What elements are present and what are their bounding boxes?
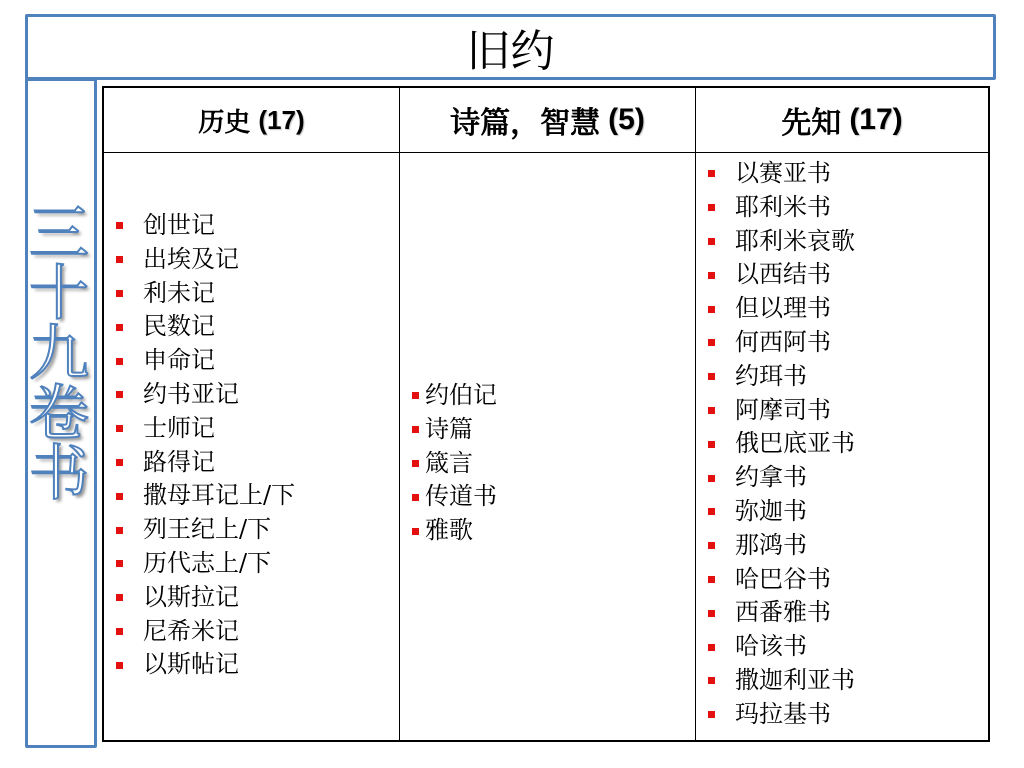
book-name: 出埃及记 <box>143 244 239 273</box>
bullet-icon <box>116 594 123 601</box>
bullet-icon <box>708 677 715 684</box>
book-list-item <box>412 480 497 514</box>
bullet-icon <box>708 170 715 177</box>
bullet-icon <box>116 358 123 365</box>
book-list-item <box>116 446 295 480</box>
bullet-icon <box>116 391 123 398</box>
page-title <box>25 14 996 80</box>
book-name: 创世记 <box>143 211 215 239</box>
book-name: 撒母耳记上/下 <box>143 481 296 510</box>
book-list-item <box>116 277 295 311</box>
book-name: 申命记 <box>143 346 215 375</box>
bullet-icon <box>708 272 715 279</box>
prophets-header-label: 先知 <box>781 106 842 141</box>
book-list-item <box>708 258 855 292</box>
column-header-prophets <box>696 88 988 153</box>
book-list-item <box>708 698 855 732</box>
prophets-book-list <box>708 157 855 732</box>
book-list-item <box>708 225 855 259</box>
poetry-header-label: 诗篇，智慧 <box>450 106 601 141</box>
book-name: 以赛亚书 <box>735 159 831 187</box>
bullet-icon <box>116 628 123 635</box>
book-list-item <box>708 563 855 597</box>
book-name: 传道书 <box>425 482 497 511</box>
book-name: 阿摩司书 <box>735 395 831 424</box>
book-name: 以斯拉记 <box>143 582 239 611</box>
book-name: 历代志上/下 <box>143 548 272 577</box>
book-list-item <box>708 630 855 664</box>
book-name: 以斯帖记 <box>143 650 239 679</box>
book-name: 列王纪上/下 <box>143 515 272 544</box>
bullet-icon <box>708 542 715 549</box>
book-list-item <box>116 513 295 547</box>
column-header-history <box>104 88 400 153</box>
book-list-item <box>116 243 295 277</box>
bullet-icon <box>116 560 123 567</box>
book-list-item <box>116 378 295 412</box>
book-list-item <box>116 615 295 649</box>
history-cell <box>104 153 400 740</box>
book-name: 弥迦书 <box>735 496 807 525</box>
books-table <box>102 86 990 742</box>
bullet-icon <box>116 256 123 263</box>
bullet-icon <box>708 711 715 718</box>
book-list-item <box>116 310 295 344</box>
bullet-icon <box>708 441 715 448</box>
bullet-icon <box>116 527 123 534</box>
bullet-icon <box>708 610 715 617</box>
book-list-item <box>116 547 295 581</box>
book-name: 但以理书 <box>735 294 831 323</box>
prophets-header-count: (17) <box>849 103 903 136</box>
bullet-icon <box>116 290 123 297</box>
bullet-icon <box>708 407 715 414</box>
book-list-item <box>708 157 855 191</box>
book-name: 约拿书 <box>735 463 807 492</box>
column-header-poetry <box>400 88 696 153</box>
prophets-cell <box>696 153 988 740</box>
book-name: 路得记 <box>143 447 215 476</box>
book-list-item <box>708 495 855 529</box>
book-name: 箴言 <box>425 448 473 477</box>
book-list-item <box>708 427 855 461</box>
bullet-icon <box>116 222 123 229</box>
bullet-icon <box>708 576 715 583</box>
side-label: 三十九卷书 <box>19 201 89 501</box>
bullet-icon <box>412 392 419 399</box>
book-name: 玛拉基书 <box>735 699 831 728</box>
bullet-icon <box>708 204 715 211</box>
bullet-icon <box>708 339 715 346</box>
book-name: 哈该书 <box>735 632 807 661</box>
book-name: 约伯记 <box>425 381 497 409</box>
bullet-icon <box>708 508 715 515</box>
book-list-item <box>708 326 855 360</box>
book-name: 俄巴底亚书 <box>735 429 855 458</box>
book-list-item <box>708 664 855 698</box>
book-name: 约珥书 <box>735 361 807 390</box>
history-header-label: 历史 <box>198 107 251 138</box>
poetry-header-count: (5) <box>608 103 645 136</box>
history-book-list <box>116 209 295 682</box>
book-list-item <box>708 292 855 326</box>
history-header-count: (17) <box>258 104 305 135</box>
bullet-icon <box>116 324 123 331</box>
book-list-item <box>412 447 497 481</box>
bullet-icon <box>412 460 419 467</box>
bullet-icon <box>116 662 123 669</box>
book-list-item <box>116 344 295 378</box>
book-list-item <box>708 529 855 563</box>
book-list-item <box>708 394 855 428</box>
book-name: 诗篇 <box>425 414 473 443</box>
bullet-icon <box>412 494 419 501</box>
book-name: 利未记 <box>143 278 215 307</box>
bullet-icon <box>116 493 123 500</box>
bullet-icon <box>708 475 715 482</box>
book-list-item <box>708 461 855 495</box>
poetry-book-list <box>412 379 497 548</box>
bullet-icon <box>412 528 419 535</box>
bullet-icon <box>708 238 715 245</box>
book-name: 西番雅书 <box>735 598 831 627</box>
book-list-item <box>708 360 855 394</box>
book-name: 以西结书 <box>735 260 831 289</box>
poetry-cell <box>400 153 696 740</box>
book-list-item <box>708 191 855 225</box>
book-name: 耶利米哀歌 <box>735 226 855 255</box>
book-name: 约书亚记 <box>143 379 239 408</box>
bullet-icon <box>116 459 123 466</box>
book-list-item <box>116 581 295 615</box>
bullet-icon <box>412 426 419 433</box>
book-name: 那鸿书 <box>735 530 807 559</box>
book-list-item <box>412 514 497 548</box>
book-list-item <box>116 412 295 446</box>
book-list-item <box>116 479 295 513</box>
book-list-item <box>708 596 855 630</box>
book-list-item <box>412 413 497 447</box>
book-name: 尼希米记 <box>143 616 239 645</box>
title-text: 旧约 <box>466 26 555 77</box>
book-list-item <box>116 209 295 243</box>
book-name: 撒迦利亚书 <box>735 665 855 694</box>
book-name: 民数记 <box>143 312 215 341</box>
book-list-item <box>116 648 295 682</box>
bullet-icon <box>708 373 715 380</box>
bullet-icon <box>708 306 715 313</box>
book-name: 何西阿书 <box>735 327 831 356</box>
book-list-item <box>412 379 497 413</box>
side-label-box <box>19 78 97 748</box>
book-name: 雅歌 <box>425 516 473 545</box>
book-name: 耶利米书 <box>735 192 831 221</box>
bullet-icon <box>708 644 715 651</box>
book-name: 哈巴谷书 <box>735 564 831 593</box>
book-name: 士师记 <box>143 413 215 442</box>
bullet-icon <box>116 425 123 432</box>
